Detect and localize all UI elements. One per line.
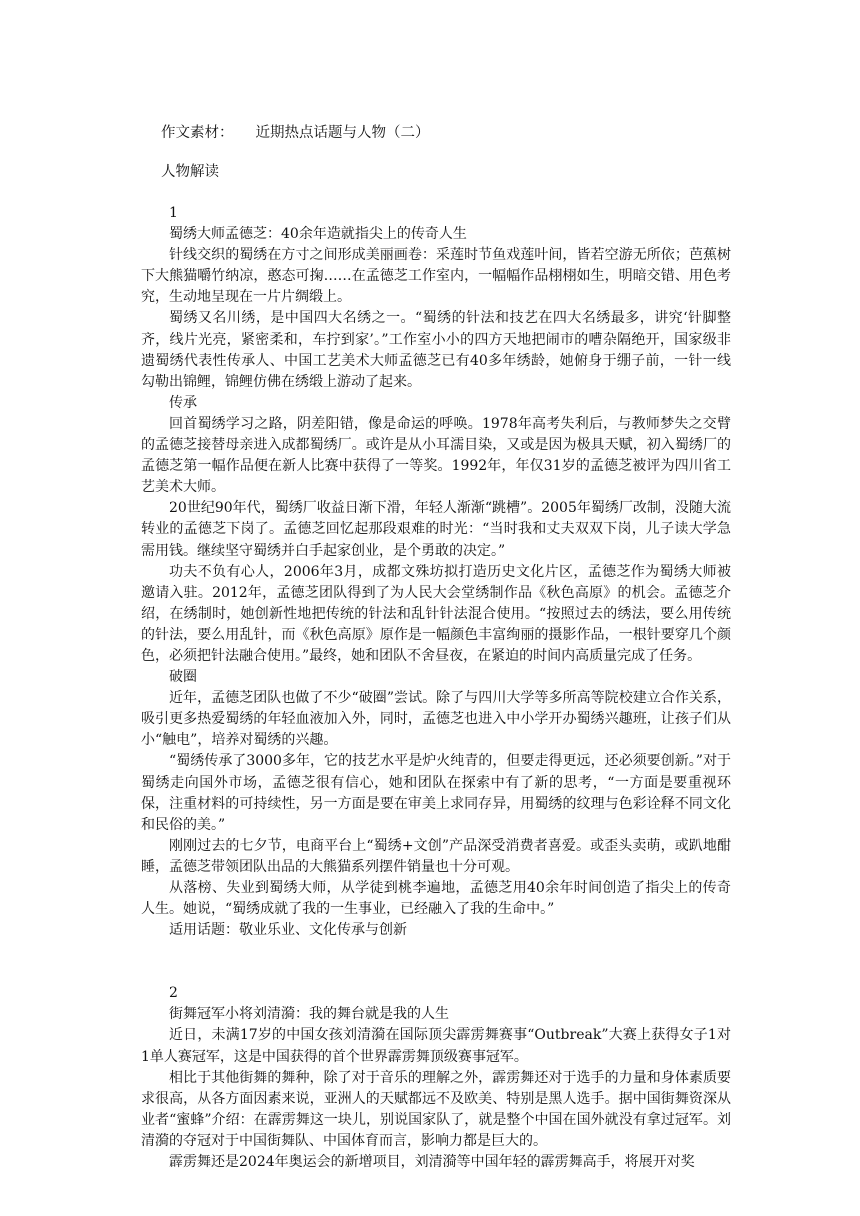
article-heading: 蜀绣大师孟德芝：40余年造就指尖上的传奇人生 xyxy=(169,226,467,243)
section-label: 人物解读 xyxy=(161,164,219,180)
paragraph: 近日，未满17岁的中国女孩刘清漪在国际顶尖霹雳舞赛事“Outbreak”大赛上获得女子1对1单人赛冠军，这是中国获得的首个世界霹雳舞顶级赛事冠军。 xyxy=(141,1027,731,1065)
paragraph: 近年，孟德芝团队也做了不少“破圈”尝试。除了与四川大学等多所高等院校建立合作关系，吸引更多热爱蜀绣的年轻血液加入外，同时，孟德芝也进入中小学开办蜀绣兴趣班，让孩子们从小“触电”，培养对蜀绣的兴趣。 xyxy=(141,690,731,749)
section-spacer xyxy=(141,941,731,983)
paragraph: “蜀绣传承了3000多年，它的技艺水平是炉火纯青的，但要走得更远，还必须要创新。”对于蜀绣走向国外市场，孟德芝很有信心，她和团队在探索中有了新的思考，“一方面是要重视环保，注重材料的可持续性，另一方面是要在审美上求同存异，用蜀绣的纹理与色彩诠释不同文化和民俗的美。” xyxy=(141,753,731,833)
document-body xyxy=(141,203,731,1173)
paragraph: 从落榜、失业到蜀绣大师，从学徒到桃李遍地，孟德芝用40余年时间创造了指尖上的传奇人生。她说，“蜀绣成就了我的一生事业，已经融入了我的生命中。” xyxy=(141,880,731,918)
article-number: 2 xyxy=(169,985,178,1002)
paragraph: 霹雳舞还是2024年奥运会的新增项目，刘清漪等中国年轻的霹雳舞高手，将展开对奖 xyxy=(169,1154,695,1171)
paragraph: 回首蜀绣学习之路，阴差阳错，像是命运的呼唤。1978年高考失利后，与教师梦失之交臂的孟德芝接替母亲进入成都蜀绣厂。或许是从小耳濡目染，又或是因为极具天赋，初入蜀绣厂的孟德芝第一幅作品便在新人比赛中获得了一等奖。1992年，年仅31岁的孟德芝被评为四川省工艺美术大师。 xyxy=(141,415,731,496)
document-title xyxy=(161,123,430,143)
title-prefix: 作文素材： xyxy=(161,125,234,141)
paragraph: 蜀绣又名川绣，是中国四大名绣之一。“蜀绣的针法和技艺在四大名绣最多，讲究‘针脚整齐，线片光亮，紧密柔和，车拧到家’。”工作室小小的四方天地把闹市的嘈杂隔绝开，国家级非遗蜀绣代表性传承人、中国工艺美术大师孟德芝已有40多年绣龄，她俯身于绷子前，一针一线勾勒出锦鲤，锦鲤仿佛在绣缎上游动了起来。 xyxy=(141,310,731,390)
title-main: 近期热点话题与人物（二） xyxy=(255,125,430,141)
paragraph: 20世纪90年代，蜀绣厂收益日渐下滑，年轻人渐渐“跳槽”。2005年蜀绣厂改制，没随大流转业的孟德芝下岗了。孟德芝回忆起那段艰难的时光：“当时我和丈夫双双下岗，儿子读大学急需用钱。继续坚守蜀绣并白手起家创业，是个勇敢的决定。” xyxy=(141,500,731,559)
article-number: 1 xyxy=(169,205,178,221)
paragraph: 相比于其他街舞的舞种，除了对于音乐的理解之外，霹雳舞还对于选手的力量和身体素质要求很高，从各方面因素来说，亚洲人的天赋都远不及欧美、特别是黑人选手。据中国街舞资深从业者“蜜蜂”介绍：在霹雳舞这一块儿，别说国家队了，就是整个中国在国外就没有拿过冠军。刘清漪的夺冠对于中国街舞队、中国体育而言，影响力都是巨大的。 xyxy=(141,1069,731,1149)
subheading: 破圈 xyxy=(169,669,197,686)
subheading: 传承 xyxy=(169,394,197,411)
paragraph: 针线交织的蜀绣在方寸之间形成美丽画卷：采莲时节鱼戏莲叶间，皆若空游无所依；芭蕉树下大熊猫嚼竹纳凉，憨态可掬……在孟德芝工作室内，一幅幅作品栩栩如生，明暗交错、用色考究，生动地呈现在一片片绸缎上。 xyxy=(141,247,731,306)
paragraph: 功夫不负有心人，2006年3月，成都文殊坊拟打造历史文化片区，孟德芝作为蜀绣大师被邀请入驻。2012年，孟德芝团队得到了为人民大会堂绣制作品《秋色高原》的机会。孟德芝介绍，在绣制时，她创新性地把传统的针法和乱针针法混合使用。“按照过去的绣法，要么用传统的针法，要么用乱针，而《秋色高原》原作是一幅颜色丰富绚丽的摄影作品，一根针要穿几个颜色，必须把针法融合使用。”最终，她和团队不舍昼夜，在紧迫的时间内高质量完成了任务。 xyxy=(141,563,731,664)
applicable-topic: 适用话题：敬业乐业、文化传承与创新 xyxy=(169,922,407,939)
paragraph: 刚刚过去的七夕节，电商平台上“蜀绣+文创”产品深受消费者喜爱。或歪头卖萌，或趴地酣睡，孟德芝带领团队出品的大熊猫系列摆件销量也十分可观。 xyxy=(141,837,731,875)
article-heading: 街舞冠军小将刘清漪：我的舞台就是我的人生 xyxy=(169,1006,449,1023)
